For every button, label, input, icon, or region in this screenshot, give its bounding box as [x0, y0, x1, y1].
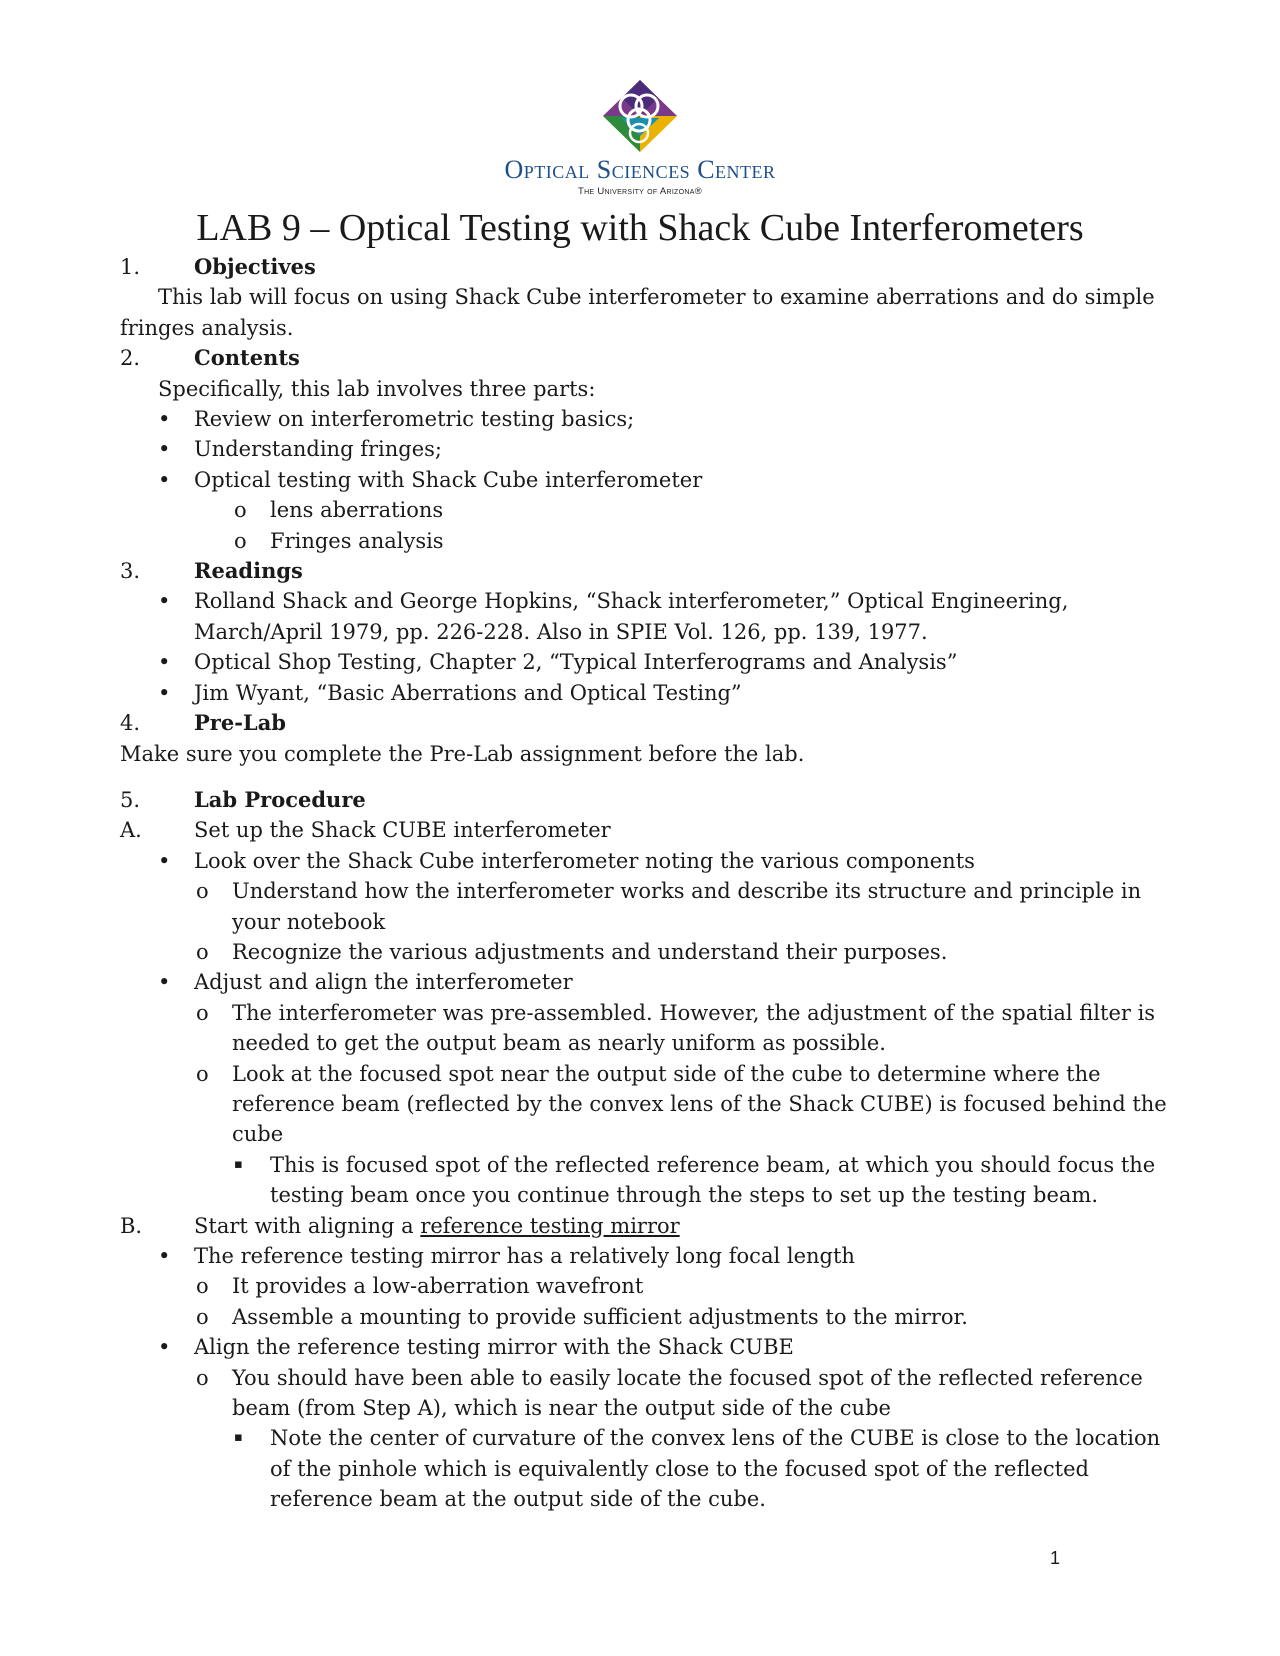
- section-heading: [120, 556, 1170, 586]
- sub-list-item-text: Understand how the interferometer works and describe its structure and principle in your notebook: [232, 879, 1142, 934]
- bullet-icon: •: [158, 467, 171, 492]
- list-item: [120, 647, 1170, 677]
- spacer: [120, 769, 1170, 785]
- step-heading: [120, 1211, 1170, 1241]
- section-title: Contents: [194, 345, 300, 371]
- bullet-icon: •: [158, 1244, 171, 1268]
- circle-bullet-icon: o: [196, 939, 209, 964]
- sub-list-item: [120, 876, 1170, 937]
- circle-bullet-icon: o: [196, 879, 209, 904]
- list-item: [120, 404, 1170, 434]
- bullet-icon: •: [158, 589, 171, 614]
- section-title: Objectives: [194, 254, 316, 279]
- circle-bullet-icon: o: [234, 498, 247, 523]
- section-number: 5.: [120, 787, 141, 812]
- bullet-icon: •: [158, 650, 171, 675]
- step-heading: [120, 815, 1170, 845]
- circle-bullet-icon: o: [196, 1304, 209, 1329]
- step-title-prefix: Start with aligning a: [194, 1213, 421, 1238]
- page-number: 1: [1050, 1548, 1061, 1568]
- list-item-text: Understanding fringes;: [194, 437, 442, 462]
- section-title: Pre-Lab: [194, 710, 286, 736]
- square-bullet-icon: ▪: [234, 1156, 243, 1172]
- list-item: [120, 846, 1170, 876]
- sub-sub-list-item: [120, 1150, 1170, 1211]
- section-number: 2.: [120, 346, 141, 371]
- bullet-icon: •: [158, 848, 171, 873]
- circle-bullet-icon: o: [196, 1365, 209, 1390]
- section-heading: [120, 708, 1170, 738]
- paragraph: Specifically, this lab involves three parts:: [158, 376, 596, 401]
- osc-emblem-icon: [585, 78, 695, 153]
- list-item: [120, 678, 1170, 708]
- square-bullet-icon: ▪: [234, 1430, 243, 1446]
- sub-list-item-text: Recognize the various adjustments and understand their purposes.: [232, 939, 948, 964]
- step-letter: A.: [120, 818, 142, 843]
- list-item: [120, 586, 1170, 647]
- sub-list-item: [120, 998, 1170, 1059]
- sub-list-item-text: Look at the focused spot near the output side of the cube to determine where the reference beam (reflected by the convex lens of the Shack CUBE) is focused behind the cube: [232, 1061, 1167, 1147]
- list-item-text: Jim Wyant, “Basic Aberrations and Optical Testing”: [194, 680, 742, 705]
- section-heading: [120, 785, 1170, 815]
- sub-list-item-text: Assemble a mounting to provide sufficient adjustments to the mirror.: [232, 1304, 968, 1329]
- section-heading: [120, 252, 1170, 282]
- list-item-text: Optical testing with Shack Cube interferometer: [194, 467, 703, 492]
- step-title: [120, 1211, 1170, 1241]
- sub-list-item-text: It provides a low-aberration wavefront: [232, 1274, 644, 1299]
- sub-list-item: [120, 526, 1170, 556]
- sub-list-item: [120, 495, 1170, 525]
- paragraph: Make sure you complete the Pre-Lab assignment before the lab.: [120, 741, 805, 766]
- logo-title: Optical Sciences Center: [504, 155, 776, 184]
- sub-list-item-text: The interferometer was pre-assembled. However, the adjustment of the spatial filter is needed to get the output beam as nearly uniform as possible.: [232, 1000, 1156, 1056]
- sub-list-item-text: lens aberrations: [270, 498, 444, 523]
- bullet-icon: •: [158, 1335, 171, 1360]
- list-item-text: Adjust and align the interferometer: [194, 970, 573, 995]
- section-heading: [120, 343, 1170, 373]
- sub-list-item: [120, 937, 1170, 967]
- logo-subtitle: The University of Arizona®: [577, 186, 703, 197]
- sub-sub-list-item-text: This is focused spot of the reflected reference beam, at which you should focus the testing beam once you continue through the steps to set up the testing beam.: [270, 1152, 1156, 1208]
- sub-sub-list-item: [120, 1423, 1170, 1514]
- list-item-text: The reference testing mirror has a relatively long focal length: [194, 1244, 855, 1268]
- sub-list-item: [120, 1059, 1170, 1150]
- list-item: [120, 1241, 1170, 1271]
- optical-sciences-center-logo: [470, 78, 810, 203]
- page-title-text: LAB 9 – Optical Testing with Shack Cube Interferometers: [196, 207, 1084, 249]
- list-item-text: Review on interferometric testing basics;: [194, 407, 635, 432]
- circle-bullet-icon: o: [196, 1000, 209, 1025]
- sub-list-item: [120, 1302, 1170, 1332]
- list-item: [120, 1332, 1170, 1362]
- sub-list-item-text: You should have been able to easily locate the focused spot of the reflected reference beam (from Step A), which is near the output side of the cube: [232, 1365, 1143, 1421]
- section-number: 3.: [120, 559, 141, 584]
- sub-sub-list-item-text: Note the center of curvature of the convex lens of the CUBE is close to the location of the pinhole which is equivalently close to the focused spot of the reflected reference beam at the output side of the cube.: [270, 1426, 1161, 1512]
- bullet-icon: •: [158, 680, 171, 705]
- sub-list-item: [120, 1363, 1170, 1424]
- list-item-text: Align the reference testing mirror with the Shack CUBE: [194, 1335, 794, 1360]
- circle-bullet-icon: o: [234, 528, 247, 553]
- list-item-text: Rolland Shack and George Hopkins, “Shack interferometer,” Optical Engineering, March/April 1979, pp. 226-228. Also in SPIE Vol. 126, pp. 139, 1977.: [194, 589, 1069, 644]
- section-number: 1.: [120, 255, 141, 279]
- circle-bullet-icon: o: [196, 1061, 209, 1086]
- list-item: [120, 967, 1170, 997]
- paragraph: This lab will focus on using Shack Cube interferometer to examine aberrations and do simple fringes analysis.: [120, 285, 1155, 340]
- list-item-text: Look over the Shack Cube interferometer noting the various components: [194, 848, 975, 873]
- section-title: Lab Procedure: [194, 786, 366, 812]
- page-title: [0, 206, 1280, 250]
- circle-bullet-icon: o: [196, 1274, 209, 1299]
- list-item-text: Optical Shop Testing, Chapter 2, “Typical Interferograms and Analysis”: [194, 650, 958, 675]
- bullet-icon: •: [158, 437, 171, 462]
- list-item: [120, 465, 1170, 495]
- sub-list-item: [120, 1271, 1170, 1301]
- sub-list-item-text: Fringes analysis: [270, 528, 444, 553]
- list-item: [120, 434, 1170, 464]
- document-body: [120, 252, 1170, 1515]
- bullet-icon: •: [158, 970, 171, 995]
- section-number: 4.: [120, 711, 141, 736]
- step-title-underlined: reference testing mirror: [420, 1213, 680, 1238]
- step-letter: B.: [120, 1213, 143, 1238]
- bullet-icon: •: [158, 407, 171, 432]
- step-title: Set up the Shack CUBE interferometer: [194, 818, 611, 843]
- section-title: Readings: [194, 558, 303, 584]
